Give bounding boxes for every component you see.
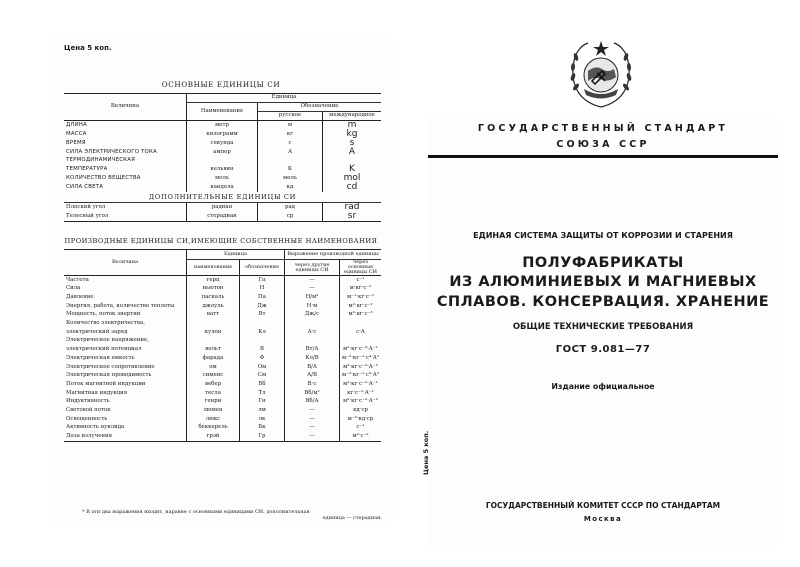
quantity-cell: Частота — [66, 276, 89, 283]
via-base-cell: м⁻²·кг⁻¹·с⁴·А² — [340, 354, 382, 363]
quantity-cell: Количество электричества, — [66, 320, 145, 327]
via-other-cell: — — [285, 432, 340, 441]
unit-name-cell — [187, 157, 258, 165]
table-row — [64, 389, 381, 398]
base-units-title: ОСНОВНЫЕ ЕДИНИЦЫ СИ — [161, 80, 281, 89]
unit-name-cell: кулон — [187, 328, 240, 337]
unit-name-cell — [187, 319, 240, 328]
via-base-cell — [340, 337, 382, 346]
unit-name-cell: фарада — [187, 354, 240, 363]
international-symbol-cell: mol — [323, 174, 382, 183]
unit-symbol-cell: лм — [240, 406, 285, 415]
unit-name-cell: генри — [187, 398, 240, 407]
international-symbol-cell: cd — [323, 183, 382, 192]
table-row — [64, 424, 381, 433]
unit-name-cell: моль — [187, 174, 258, 183]
unit-name-cell: джоуль — [187, 302, 240, 311]
via-other-cell: А/В — [285, 372, 340, 381]
quantity-cell: Электрическое напряжение, — [66, 337, 149, 344]
table-row — [64, 415, 381, 424]
via-other-cell: Дж/с — [285, 311, 340, 320]
quantity-cell: Энергия, работа, количество теплоты — [66, 302, 175, 309]
quantity-cell: Телесный угол — [64, 212, 187, 222]
table-row — [64, 139, 381, 148]
via-base-cell: м²·кг·с⁻² — [340, 302, 382, 311]
unit-name-cell: люмен — [187, 406, 240, 415]
via-base-cell: м²·кг·с⁻²·А⁻² — [340, 398, 382, 407]
unit-symbol-cell: Бк — [240, 424, 285, 433]
unit-name-cell: вольт — [187, 346, 240, 355]
international-symbol-cell: m — [323, 121, 382, 131]
col-designation: обозначение — [240, 260, 285, 276]
unit-symbol-cell: Гн — [240, 398, 285, 407]
additional-units-title: ДОПОЛНИТЕЛЬНЫЕ ЕДИНИЦЫ СИ — [64, 192, 381, 203]
unit-symbol-cell: Гц — [240, 276, 285, 285]
col-via-other: через другие единицы СИ — [285, 260, 340, 276]
via-other-cell: — — [285, 406, 340, 415]
quantity-cell: КОЛИЧЕСТВО ВЕЩЕСТВА — [66, 174, 141, 181]
table-row — [64, 328, 381, 337]
international-symbol-cell: sr — [323, 212, 382, 222]
table-row — [64, 293, 381, 302]
quantity-cell: Освещенность — [66, 415, 108, 422]
document-subtitle: ОБЩИЕ ТЕХНИЧЕСКИЕ ТРЕБОВАНИЯ — [512, 322, 694, 332]
table-row — [64, 311, 381, 320]
quantity-cell: Поток магнитной индукции — [66, 380, 146, 387]
via-base-cell: м²·кг·с⁻²·А⁻¹ — [340, 380, 382, 389]
col-name: Наименование — [187, 103, 258, 121]
via-other-cell: Н·м — [285, 302, 340, 311]
via-base-cell: м·кг·с⁻² — [340, 285, 382, 294]
ussr-emblem-icon — [566, 37, 636, 111]
via-base-cell: м²·кг·с⁻³·А⁻¹ — [340, 346, 382, 355]
table-row — [64, 337, 381, 346]
standard-cover-page — [422, 117, 778, 547]
international-symbol-cell: kg — [323, 130, 382, 139]
via-other-cell: — — [285, 424, 340, 433]
table-row — [64, 121, 381, 131]
footnote-line: * В эти два выражения входит, наравне с основными единицами СИ, дополнительная — [82, 509, 310, 515]
quantity-cell: Магнитная индукция — [66, 389, 128, 396]
unit-symbol-cell: В — [240, 346, 285, 355]
table-row — [64, 354, 381, 363]
quantity-cell: Индуктивность — [66, 398, 110, 405]
russian-symbol-cell: А — [258, 148, 323, 157]
table-row — [64, 165, 381, 174]
unit-symbol-cell: Кл — [240, 328, 285, 337]
base-units-table — [64, 93, 381, 222]
table-row — [64, 157, 381, 165]
derived-units-title: ПРОИЗВОДНЫЕ ЕДИНИЦЫ СИ,ИМЕЮЩИЕ СОБСТВЕННЫЕ НАИМЕНОВАНИЯ — [64, 237, 378, 245]
unit-symbol-cell: лк — [240, 415, 285, 424]
col-via-base: через основные единицы СИ — [340, 260, 382, 276]
unit-name-cell: кандела — [187, 183, 258, 192]
unit-symbol-cell: Гр — [240, 432, 285, 441]
unit-name-cell: метр — [187, 121, 258, 131]
quantity-cell: ТЕРМОДИНАМИЧЕСКАЯ — [66, 157, 136, 164]
quantity-cell: Активность нуклида — [66, 424, 125, 431]
russian-symbol-cell: кг — [258, 130, 323, 139]
table-row — [64, 398, 381, 407]
col-russian: русское — [258, 112, 323, 121]
via-base-cell: с⁻¹ — [340, 276, 382, 285]
unit-symbol-cell: Тл — [240, 389, 285, 398]
city: Москва — [583, 515, 623, 523]
system-title: ЕДИНАЯ СИСТЕМА ЗАЩИТЫ ОТ КОРРОЗИИ И СТАРЕНИЯ — [473, 231, 733, 240]
unit-name-cell: вебер — [187, 380, 240, 389]
table-row — [64, 346, 381, 355]
table-row — [64, 285, 381, 294]
table-row — [64, 406, 381, 415]
via-base-cell: с·А — [340, 328, 382, 337]
unit-symbol-cell: См — [240, 372, 285, 381]
via-base-cell: м⁻¹·кг·с⁻² — [340, 293, 382, 302]
via-other-cell: Вт/А — [285, 346, 340, 355]
document-title-line: СПЛАВОВ. КОНСЕРВАЦИЯ. ХРАНЕНИЕ — [436, 294, 770, 310]
unit-symbol-cell: Ом — [240, 363, 285, 372]
gost-number: ГОСТ 9.081—77 — [555, 344, 651, 355]
col-unit: Единица — [187, 94, 382, 103]
via-base-cell: м⁻²·кг⁻¹·с³·А² — [340, 372, 382, 381]
via-base-cell: м²·кг·с⁻³·А⁻² — [340, 363, 382, 372]
unit-symbol-cell — [240, 319, 285, 328]
quantity-cell: Электрическая емкость — [66, 354, 135, 361]
russian-symbol-cell: моль — [258, 174, 323, 183]
russian-symbol-cell: с — [258, 139, 323, 148]
quantity-cell: Электрическая проводимость — [66, 372, 152, 379]
unit-name-cell: ампер — [187, 148, 258, 157]
table-row — [64, 363, 381, 372]
quantity-cell: электрический потенциал — [66, 346, 142, 353]
col-unit: Единица — [187, 250, 285, 260]
unit-name-cell: радиан — [187, 203, 258, 213]
edition-label: Издание официальное — [551, 382, 655, 391]
unit-name-cell: ватт — [187, 311, 240, 320]
table-row — [64, 380, 381, 389]
unit-name-cell: сименс — [187, 372, 240, 381]
unit-symbol-cell: Ф — [240, 354, 285, 363]
quantity-cell: ДЛИНА — [66, 121, 88, 128]
quantity-cell: Сила — [66, 285, 81, 292]
quantity-cell: электрический заряд — [66, 328, 128, 335]
quantity-cell: МАССА — [66, 130, 87, 137]
col-designation: Обозначение — [258, 103, 382, 112]
russian-symbol-cell: рад — [258, 203, 323, 213]
unit-symbol-cell — [240, 337, 285, 346]
table-row — [64, 130, 381, 139]
via-base-cell: м²·с⁻² — [340, 432, 382, 441]
units-reference-page — [49, 35, 393, 525]
via-base-cell: с⁻¹ — [340, 424, 382, 433]
russian-symbol-cell: К — [258, 165, 323, 174]
document-title-line: ИЗ АЛЮМИНИЕВЫХ И МАГНИЕВЫХ — [449, 274, 757, 290]
standard-header-country: СОЮЗА ССР — [556, 139, 650, 150]
international-symbol-cell: K — [323, 165, 382, 174]
standard-header: ГОСУДАРСТВЕННЫЙ СТАНДАРТ — [477, 123, 729, 134]
via-other-cell: В·с — [285, 380, 340, 389]
side-price-label: Цена 5 коп. — [422, 430, 430, 475]
table-row — [64, 203, 381, 213]
footnote — [82, 509, 382, 522]
table-row — [64, 148, 381, 157]
international-symbol-cell: s — [323, 139, 382, 148]
table-row — [64, 372, 381, 381]
derived-units-table — [64, 249, 381, 442]
via-other-cell: Н/м² — [285, 293, 340, 302]
table-row — [64, 212, 381, 222]
unit-name-cell: стерадиан — [187, 212, 258, 222]
unit-symbol-cell: Вт — [240, 311, 285, 320]
quantity-cell: ВРЕМЯ — [66, 139, 86, 146]
table-row — [64, 432, 381, 441]
russian-symbol-cell: м — [258, 121, 323, 131]
quantity-cell: Давление — [66, 294, 94, 301]
via-base-cell: кг·с⁻²·А⁻¹ — [340, 389, 382, 398]
table-row — [64, 276, 381, 285]
table-row — [64, 183, 381, 192]
international-symbol-cell: rad — [323, 203, 382, 213]
quantity-cell: ТЕМПЕРАТУРА — [66, 165, 108, 172]
quantity-cell: СИЛА СВЕТА — [66, 183, 104, 190]
via-base-cell — [340, 319, 382, 328]
unit-symbol-cell: Дж — [240, 302, 285, 311]
international-symbol-cell: A — [323, 148, 382, 157]
via-other-cell: А·с — [285, 328, 340, 337]
unit-name-cell: секунда — [187, 139, 258, 148]
unit-name-cell: люкс — [187, 415, 240, 424]
russian-symbol-cell: кд — [258, 183, 323, 192]
unit-name-cell: тесла — [187, 389, 240, 398]
unit-name-cell: грэй — [187, 432, 240, 441]
price-label: Цена 5 коп. — [64, 44, 112, 52]
document-title-line: ПОЛУФАБРИКАТЫ — [522, 255, 684, 271]
via-other-cell — [285, 319, 340, 328]
quantity-cell: Электрическое сопротивление — [66, 363, 155, 370]
unit-symbol-cell: Н — [240, 285, 285, 294]
unit-name-cell: килограмм — [187, 130, 258, 139]
unit-name-cell: паскаль — [187, 293, 240, 302]
unit-name-cell: кельвин — [187, 165, 258, 174]
col-international: международное — [323, 112, 382, 121]
via-other-cell: — — [285, 276, 340, 285]
publisher: ГОСУДАРСТВЕННЫЙ КОМИТЕТ СССР ПО СТАНДАРТАМ — [485, 501, 721, 510]
table-row — [64, 174, 381, 183]
via-other-cell: Кл/В — [285, 354, 340, 363]
col-quantity: Величина — [64, 250, 187, 276]
via-other-cell — [285, 337, 340, 346]
header-divider — [428, 155, 778, 158]
footnote-line: единица — стерадиан. — [322, 515, 382, 522]
quantity-cell: Световой поток — [66, 406, 111, 413]
via-other-cell: — — [285, 415, 340, 424]
table-row — [64, 319, 381, 328]
via-other-cell: Вб/А — [285, 398, 340, 407]
via-base-cell: кд·ср — [340, 406, 382, 415]
quantity-cell: Мощность, поток энергии — [66, 311, 141, 318]
table-row — [64, 302, 381, 311]
col-expression: Выражение производной единицы — [285, 250, 382, 260]
russian-symbol-cell — [258, 157, 323, 165]
via-base-cell: м²·кг·с⁻³ — [340, 311, 382, 320]
via-other-cell: — — [285, 285, 340, 294]
col-name: наименование — [187, 260, 240, 276]
unit-symbol-cell: Па — [240, 293, 285, 302]
via-base-cell: м⁻²·кд·ср — [340, 415, 382, 424]
via-other-cell: В/А — [285, 363, 340, 372]
unit-name-cell — [187, 337, 240, 346]
via-other-cell: Вб/м² — [285, 389, 340, 398]
unit-name-cell: герц — [187, 276, 240, 285]
unit-symbol-cell: Вб — [240, 380, 285, 389]
unit-name-cell: ньютон — [187, 285, 240, 294]
quantity-cell: СИЛА ЭЛЕКТРИЧЕСКОГО ТОКА — [66, 148, 157, 155]
quantity-cell: Доза излучения — [64, 432, 187, 441]
russian-symbol-cell: ср — [258, 212, 323, 222]
quantity-cell: Плоский угол — [66, 203, 106, 210]
unit-name-cell: беккерель — [187, 424, 240, 433]
col-quantity: Величина — [64, 94, 187, 121]
unit-name-cell: ом — [187, 363, 240, 372]
